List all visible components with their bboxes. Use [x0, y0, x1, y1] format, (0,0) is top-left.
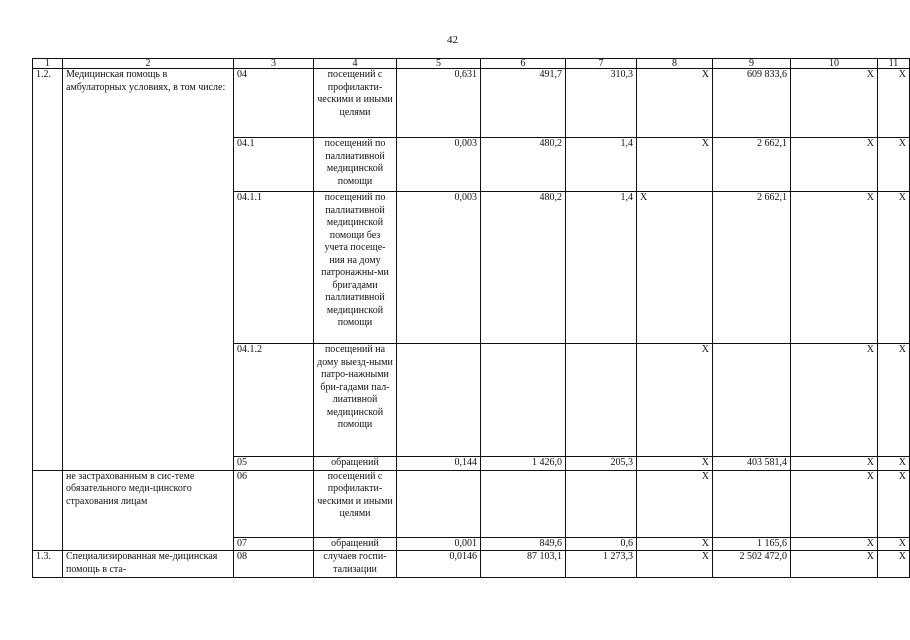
unit-cell: обращений: [314, 457, 397, 471]
column-header: 2: [63, 59, 234, 69]
value-cell: 205,3: [566, 457, 637, 471]
x-mark: Х: [637, 470, 713, 537]
x-mark: Х: [637, 344, 713, 457]
row-code: 04.1: [234, 138, 314, 192]
x-mark: Х: [878, 537, 910, 551]
unit-cell: посещений с профилакти-ческими и иными целями: [314, 69, 397, 138]
value-cell: [397, 344, 481, 457]
x-mark: Х: [637, 69, 713, 138]
section-number: 1.3.: [33, 551, 63, 578]
value-cell: 0,001: [397, 537, 481, 551]
unit-cell: посещений по паллиативной медицинской помощи без учета посеще-ния на дому патронажны-ми бригадами паллиативной медицинской помощи: [314, 192, 397, 344]
value-cell: 609 833,6: [713, 69, 791, 138]
section-number: [33, 470, 63, 551]
row-code: 07: [234, 537, 314, 551]
x-mark: Х: [878, 470, 910, 537]
row-code: 06: [234, 470, 314, 537]
value-cell: 87 103,1: [481, 551, 566, 578]
value-cell: 1,4: [566, 192, 637, 344]
x-mark: Х: [791, 138, 878, 192]
value-cell: 0,003: [397, 192, 481, 344]
x-mark: Х: [637, 551, 713, 578]
unit-cell: посещений на дому выезд-ными патро-нажными бри-гадами пал-лиативной медицинской помощи: [314, 344, 397, 457]
value-cell: [481, 344, 566, 457]
value-cell: 1 165,6: [713, 537, 791, 551]
x-mark: Х: [878, 138, 910, 192]
table-row: [33, 470, 910, 537]
value-cell: 0,003: [397, 138, 481, 192]
x-mark: Х: [791, 537, 878, 551]
column-header: 3: [234, 59, 314, 69]
table-row: [33, 551, 910, 578]
value-cell: [566, 470, 637, 537]
x-mark: Х: [878, 457, 910, 471]
row-code: 05: [234, 457, 314, 471]
value-cell: 2 662,1: [713, 138, 791, 192]
value-cell: 1 273,3: [566, 551, 637, 578]
x-mark: Х: [637, 138, 713, 192]
value-cell: 310,3: [566, 69, 637, 138]
value-cell: 403 581,4: [713, 457, 791, 471]
financing-table: [32, 58, 910, 578]
x-mark: Х: [791, 344, 878, 457]
page-number: 42: [447, 34, 458, 46]
value-cell: 1 426,0: [481, 457, 566, 471]
value-cell: [566, 344, 637, 457]
x-mark: Х: [637, 457, 713, 471]
unit-cell: посещений по паллиативной медицинской помощи: [314, 138, 397, 192]
value-cell: 0,631: [397, 69, 481, 138]
section-name: не застрахованным в сис-теме обязательного меди-цинского страхования лицам: [63, 470, 234, 551]
value-cell: 480,2: [481, 192, 566, 344]
column-header: 11: [878, 59, 910, 69]
section-number: 1.2.: [33, 69, 63, 471]
unit-cell: случаев госпи-тализации: [314, 551, 397, 578]
unit-cell: посещений с профилакти-ческими и иными целями: [314, 470, 397, 537]
value-cell: 0,6: [566, 537, 637, 551]
row-code: 04: [234, 69, 314, 138]
value-cell: 2 502 472,0: [713, 551, 791, 578]
x-mark: Х: [878, 192, 910, 344]
column-header: 1: [33, 59, 63, 69]
column-header: 7: [566, 59, 637, 69]
x-mark: Х: [637, 537, 713, 551]
column-header: 8: [637, 59, 713, 69]
value-cell: [397, 470, 481, 537]
x-mark: Х: [791, 192, 878, 344]
x-mark: Х: [791, 69, 878, 138]
value-cell: 1,4: [566, 138, 637, 192]
x-mark: Х: [878, 551, 910, 578]
row-code: 08: [234, 551, 314, 578]
value-cell: [713, 344, 791, 457]
value-cell: 491,7: [481, 69, 566, 138]
value-cell: [713, 470, 791, 537]
x-mark: Х: [878, 344, 910, 457]
x-mark: Х: [791, 470, 878, 537]
column-header: 6: [481, 59, 566, 69]
column-header: 5: [397, 59, 481, 69]
section-name: Медицинская помощь в амбулаторных условиях, в том числе:: [63, 69, 234, 471]
x-mark: Х: [791, 457, 878, 471]
column-header: 4: [314, 59, 397, 69]
column-header: 10: [791, 59, 878, 69]
row-code: 04.1.2: [234, 344, 314, 457]
value-cell: [481, 470, 566, 537]
x-mark: Х: [791, 551, 878, 578]
value-cell: 2 662,1: [713, 192, 791, 344]
value-cell: 480,2: [481, 138, 566, 192]
x-mark: Х: [878, 69, 910, 138]
column-number-row: [33, 59, 910, 69]
section-name: Специализированная ме-дицинская помощь в ста-: [63, 551, 234, 578]
table-row: [33, 69, 910, 138]
value-cell: 0,0146: [397, 551, 481, 578]
row-code: 04.1.1: [234, 192, 314, 344]
unit-cell: обращений: [314, 537, 397, 551]
column-header: 9: [713, 59, 791, 69]
value-cell: 849,6: [481, 537, 566, 551]
x-mark: Х: [637, 192, 713, 344]
value-cell: 0,144: [397, 457, 481, 471]
